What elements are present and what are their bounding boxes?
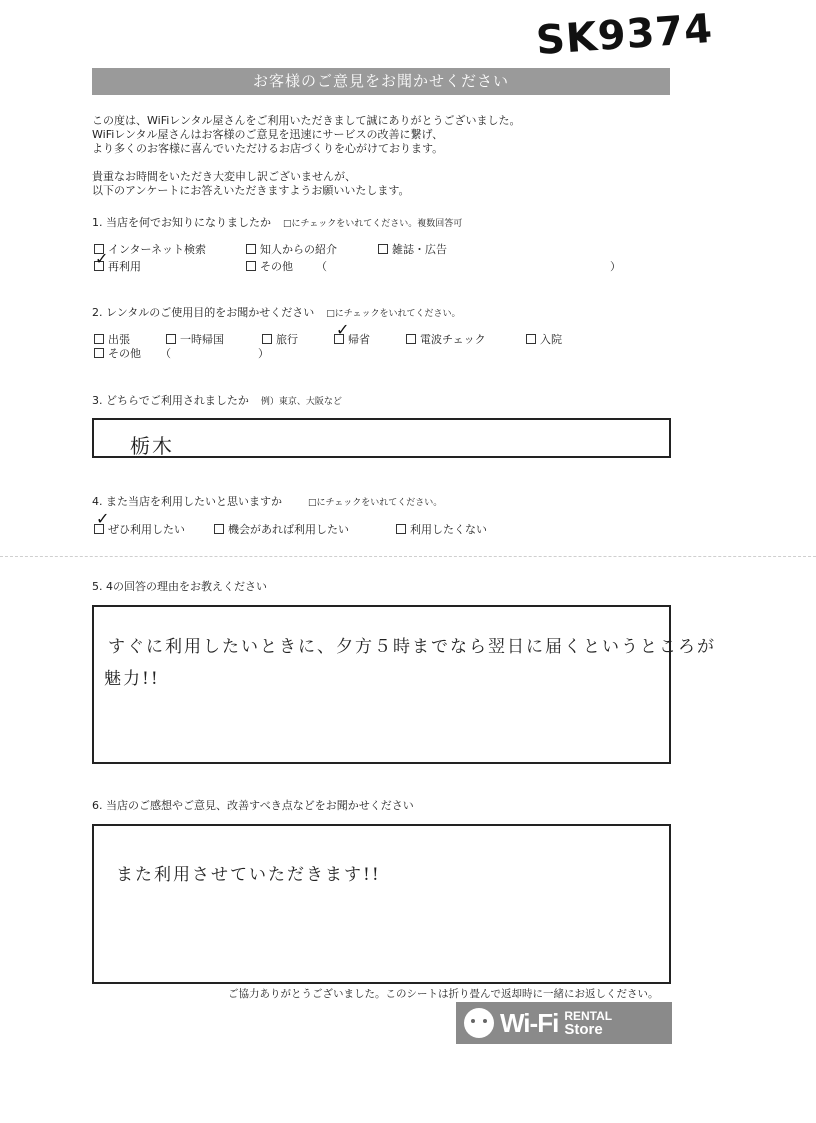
- question-2-label: 2. レンタルのご使用目的をお聞かせください □にチェックをいれてください。: [92, 306, 461, 319]
- q5-handwritten-answer-line-1: すぐに利用したいときに、夕方５時までなら翌日に届くというところが: [108, 637, 716, 657]
- checkbox[interactable]: [406, 334, 416, 344]
- checkbox[interactable]: [94, 334, 104, 344]
- q1-option-internet[interactable]: インターネット検索: [94, 241, 206, 257]
- checkmark-icon: ✓: [336, 320, 350, 339]
- q1-other-paren-close: ）: [610, 260, 621, 273]
- q2-option-other[interactable]: その他: [94, 345, 141, 361]
- intro-line: 貴重なお時間をいただき大変申し訳ございませんが、: [92, 170, 356, 183]
- checkmark-icon: ✓: [96, 509, 110, 528]
- q2-option-travel[interactable]: 旅行: [262, 331, 298, 347]
- q2-other-paren-close: ）: [258, 347, 269, 360]
- checkbox[interactable]: [246, 244, 256, 254]
- intro-paragraph-2: [92, 170, 692, 198]
- q4-option-definitely[interactable]: ぜひ利用したい: [94, 521, 185, 537]
- q4-option-if-chance[interactable]: 機会があれば利用したい: [214, 521, 349, 537]
- q1-option-referral[interactable]: 知人からの紹介: [246, 241, 337, 257]
- checkbox[interactable]: [246, 261, 256, 271]
- checkbox[interactable]: [526, 334, 536, 344]
- checkbox[interactable]: [378, 244, 388, 254]
- intro-paragraph-1: [92, 114, 692, 156]
- fold-line: [0, 556, 816, 557]
- checkmark-icon: ✓: [95, 249, 109, 268]
- intro-line: より多くのお客様に喜んでいただけるお店づくりを心がけております。: [92, 142, 444, 155]
- logo-main-text: Wi-Fi: [500, 1007, 559, 1038]
- q1-other-paren-open: （: [316, 260, 327, 273]
- question-2-note: □にチェックをいれてください。: [326, 309, 461, 319]
- q1-option-reuse[interactable]: 再利用: [94, 258, 141, 274]
- q6-answer-box[interactable]: [92, 824, 671, 984]
- checkbox[interactable]: [396, 524, 406, 534]
- handwritten-serial-number: SK9374: [534, 5, 715, 65]
- question-6-label: 6. 当店のご感想やご意見、改善すべき点などをお聞かせください: [92, 799, 414, 812]
- q1-option-other[interactable]: その他: [246, 258, 293, 274]
- footer-thanks: ご協力ありがとうございました。このシートは折り畳んで返却時に一緒にお返しください。: [228, 988, 659, 1000]
- intro-line: 以下のアンケートにお答えいただきますようお願いいたします。: [92, 184, 410, 197]
- survey-title: お客様のご意見をお聞かせください: [92, 68, 670, 95]
- q2-option-signal-check[interactable]: 電波チェック: [406, 331, 486, 347]
- question-1-note: □にチェックをいれてください。複数回答可: [283, 219, 463, 229]
- q3-handwritten-answer: 栃木: [130, 434, 174, 458]
- question-3-label: 3. どちらでご利用されましたか 例）東京、大阪など: [92, 394, 342, 407]
- question-4-note: □にチェックをいれてください。: [308, 498, 443, 508]
- intro-line: WiFiレンタル屋さんはお客様のご意見を迅速にサービスの改善に繋げ、: [92, 128, 444, 141]
- q4-option-no[interactable]: 利用したくない: [396, 521, 487, 537]
- q6-handwritten-answer: また利用させていただきます!!: [116, 865, 381, 885]
- checkbox[interactable]: [262, 334, 272, 344]
- q2-option-hospital[interactable]: 入院: [526, 331, 562, 347]
- checkbox[interactable]: [94, 348, 104, 358]
- question-3-example: 例）東京、大阪など: [260, 397, 342, 407]
- q2-other-paren-open: （: [160, 347, 171, 360]
- q3-answer-box[interactable]: [92, 418, 671, 458]
- checkbox[interactable]: [166, 334, 176, 344]
- q5-handwritten-answer-line-2: 魅力!!: [104, 669, 160, 689]
- logo-sub-text: RENTAL Store: [564, 1009, 613, 1038]
- question-4-label: 4. また当店を利用したいと思いますか □にチェックをいれてください。: [92, 495, 443, 508]
- q2-option-business-trip[interactable]: 出張: [94, 331, 130, 347]
- checkbox[interactable]: [214, 524, 224, 534]
- q5-answer-box[interactable]: [92, 605, 671, 764]
- q2-option-temporary-return[interactable]: 一時帰国: [166, 331, 224, 347]
- wifi-rental-store-logo: [456, 1002, 672, 1044]
- q1-option-magazine[interactable]: 雑誌・広告: [378, 241, 447, 257]
- mascot-icon: [464, 1008, 494, 1038]
- question-5-label: 5. 4の回答の理由をお教えください: [92, 580, 267, 593]
- intro-line: この度は、WiFiレンタル屋さんをご利用いただきまして誠にありがとうございました。: [92, 114, 521, 127]
- question-1-label: 1. 当店を何でお知りになりましたか □にチェックをいれてください。複数回答可: [92, 216, 463, 229]
- q2-option-homecoming[interactable]: 帰省: [334, 331, 370, 347]
